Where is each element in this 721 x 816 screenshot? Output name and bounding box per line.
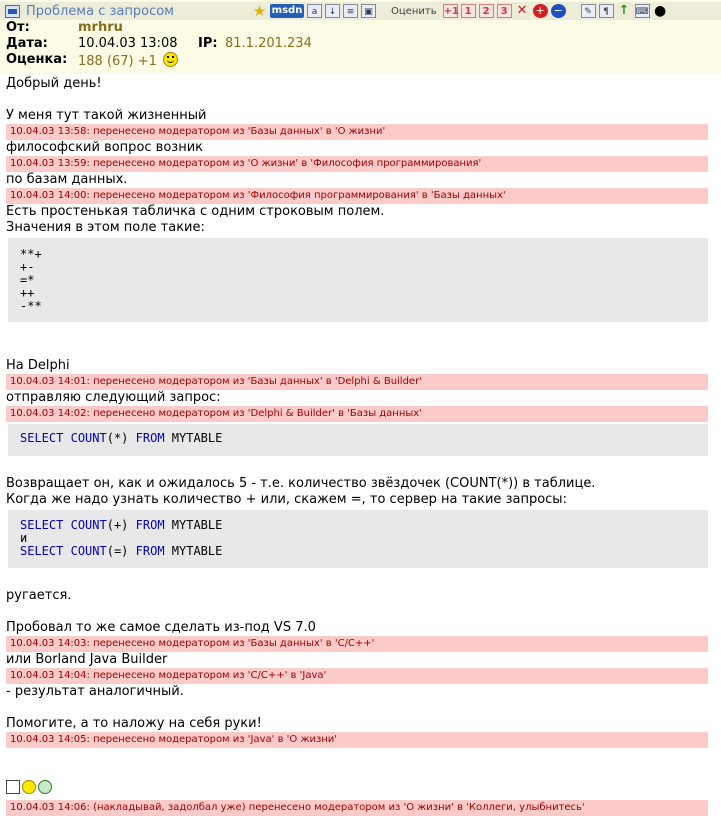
code-line: **+ <box>20 247 42 261</box>
thread-list-icon[interactable]: ≡ <box>343 4 358 18</box>
moderator-note: 10.04.03 13:58: перенесено модератором из 'Базы данных' в 'О жизни' <box>6 124 708 140</box>
message-title[interactable]: Проблема с запросом <box>26 3 174 19</box>
sql-function: COUNT <box>70 518 107 532</box>
moderator-note: 10.04.03 14:05: перенесено модератором из 'Java' в 'О жизни' <box>6 732 708 748</box>
date-row <box>6 36 721 52</box>
hanging-icon <box>6 780 20 794</box>
body-text: На Delphi <box>6 358 70 373</box>
greeting-text: Добрый день! <box>6 76 102 91</box>
moderator-note: 10.04.03 14:04: перенесено модератором из 'C/C++' в 'Java' <box>6 668 708 684</box>
message-icon[interactable] <box>5 5 20 18</box>
moderator-note: 10.04.03 14:02: перенесено модератором из 'Delphi & Builder' в 'Базы данных' <box>6 406 708 422</box>
body-text: Есть простенькая табличка с одним строковым полем. <box>6 204 385 219</box>
bomb-icon[interactable]: ● <box>653 3 667 19</box>
body-text: Возвращает он, как и ожидалось 5 - т.е. количество звёздочек (COUNT(*)) в таблице. <box>6 476 596 491</box>
body-text: Помогите, а то наложу на себя руки! <box>6 716 262 731</box>
star-icon[interactable]: ★ <box>252 2 267 20</box>
moderator-note: 10.04.03 14:06: (накладывай, задолбал уже) перенесено модератором из 'О жизни' в 'Коллеги, улыбнитесь' <box>6 800 708 816</box>
moderator-note: 10.04.03 13:59: перенесено модератором из 'О жизни' в 'Философия программирования' <box>6 156 708 172</box>
sql-keyword: SELECT <box>20 431 64 445</box>
rating-value[interactable]: 188 (67) +1 <box>78 54 157 69</box>
sql-keyword: SELECT <box>20 518 64 532</box>
ip-value: 81.1.201.234 <box>225 36 312 51</box>
rate-1-button[interactable]: 1 <box>461 4 476 18</box>
rating-row <box>6 52 721 68</box>
disagree-icon[interactable]: − <box>551 4 566 18</box>
keyboard-icon[interactable]: ⌨ <box>635 4 650 18</box>
author-link[interactable]: mrhru <box>78 20 123 35</box>
msdn-search-button[interactable]: msdn <box>271 5 303 16</box>
sql-argument: (+) <box>106 518 129 532</box>
body-text: Значения в этом поле такие: <box>6 220 205 235</box>
code-block-values <box>8 238 708 322</box>
sql-keyword: FROM <box>135 544 165 558</box>
edit-icon[interactable]: ¶ <box>599 4 614 18</box>
date-label: Дата: <box>6 36 48 51</box>
sql-keyword: SELECT <box>20 544 64 558</box>
message-toolbar <box>252 2 721 20</box>
code-line <box>20 519 696 532</box>
sql-keyword: FROM <box>135 518 165 532</box>
font-size-icon[interactable]: a <box>307 4 322 18</box>
reply-icon[interactable]: ↓ <box>325 4 340 18</box>
sql-table: MYTABLE <box>171 544 223 558</box>
message-window-icon[interactable]: ▣ <box>361 4 376 18</box>
body-text: ругается. <box>6 588 72 603</box>
smile-icon <box>163 52 178 67</box>
up-arrow-icon[interactable]: ↑ <box>618 3 630 18</box>
sql-function: COUNT <box>70 431 107 445</box>
agree-icon[interactable]: + <box>533 4 548 18</box>
signature-smileys <box>6 778 708 794</box>
code-line <box>20 545 696 558</box>
sql-keyword: FROM <box>135 431 165 445</box>
sql-table: MYTABLE <box>171 431 223 445</box>
ip-label: IP: <box>198 36 218 51</box>
body-text: У меня тут такой жизненный <box>6 108 207 123</box>
sql-table: MYTABLE <box>171 518 223 532</box>
body-text: - результат аналогичный. <box>6 684 184 699</box>
body-text: отправляю следующий запрос: <box>6 390 221 405</box>
smiley-icon <box>22 780 36 794</box>
moderate-icon[interactable]: ✎ <box>581 4 596 18</box>
body-text: философский вопрос возник <box>6 140 203 155</box>
sql-argument: (=) <box>106 544 129 558</box>
crying-smiley-icon <box>38 780 52 794</box>
code-line: ++ <box>20 286 35 300</box>
sql-function: COUNT <box>70 544 107 558</box>
code-line: и <box>20 531 28 545</box>
body-text: по базам данных. <box>6 172 128 187</box>
from-label: От: <box>6 20 30 35</box>
moderator-note: 10.04.03 14:01: перенесено модератором из 'Базы данных' в 'Delphi & Builder' <box>6 374 708 390</box>
body-text: Пробовал то же самое сделать из-под VS 7.0 <box>6 620 316 635</box>
rate-3-button[interactable]: 3 <box>497 4 512 18</box>
message-header <box>0 0 721 74</box>
moderator-note: 10.04.03 14:00: перенесено модератором из 'Философия программирования' в 'Базы данных' <box>6 188 708 204</box>
code-line <box>20 432 696 445</box>
code-block-query <box>8 424 708 456</box>
body-text: или Borland Java Builder <box>6 652 168 667</box>
date-value: 10.04.03 13:08 <box>78 36 178 51</box>
sql-argument: (*) <box>106 431 129 445</box>
rate-label: Оценить <box>391 5 437 17</box>
rate-plus-one-button[interactable]: +1 <box>443 6 459 17</box>
code-line: =* <box>20 273 35 287</box>
rating-label: Оценка: <box>6 52 68 67</box>
title-bar <box>0 2 721 20</box>
code-block-queries <box>8 510 708 568</box>
moderator-note: 10.04.03 14:03: перенесено модератором из 'Базы данных' в 'C/C++' <box>6 636 708 652</box>
code-line: -** <box>20 299 42 313</box>
message-body <box>0 74 721 816</box>
rate-2-button[interactable]: 2 <box>479 4 494 18</box>
body-text: Когда же надо узнать количество + или, скажем =, то сервер на такие запросы: <box>6 492 567 507</box>
author-row <box>6 20 721 36</box>
code-line: +- <box>20 260 35 274</box>
remove-rating-button[interactable]: ✕ <box>516 3 528 18</box>
